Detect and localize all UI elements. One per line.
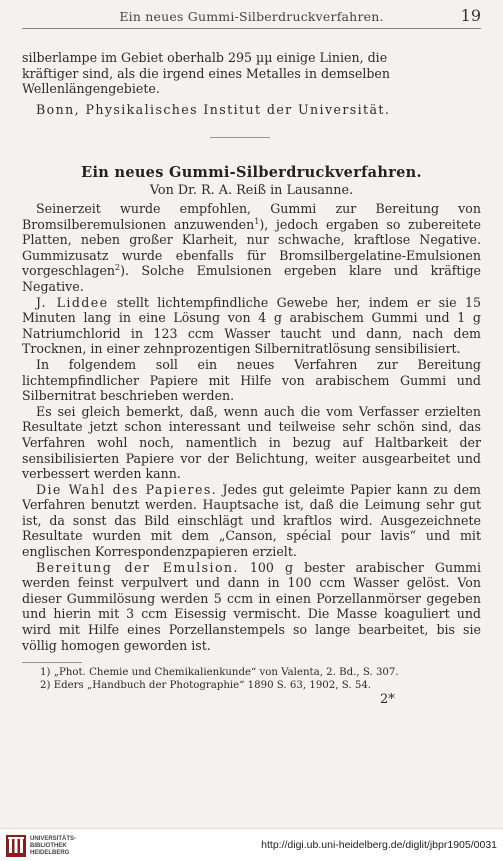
paragraph: Die Wahl des Papieres. Jedes gut geleimte Papier kann zu dem Verfahren benutzt werden. Hauptsache ist, daß die Leimung sehr gut ist, da sonst das Bild einschlägt und kraftlos wird. Ausgezeichnete Resultate wurden mit dem „Canson, spécial pour lavis“ und mit englischen Korrespondenzpapieren erzielt.: [22, 481, 481, 560]
source-url-link[interactable]: http://digi.ub.uni-heidelberg.de/diglit/jbpr1905/0031: [261, 839, 497, 851]
paragraph: In folgendem soll ein neues Verfahren zur Bereitung lichtempfindlicher Papiere mit Hilfe von arabischem Gummi und Silbernitrat beschrieben werden.: [22, 356, 481, 404]
paragraph: J. Liddee stellt lichtempfindliche Gewebe her, indem er sie 15 Minuten lang in eine Lösung von 4 g arabischem Gummi und 1 g Natriumchlorid in 123 ccm Wasser taucht und dann, nach dem Trocknen, in einer zehnprozentigen Silbernitratlösung sensibilisiert.: [22, 294, 481, 357]
footnote: 2) Eders „Handbuch der Photographie“ 1890 S. 63, 1902, S. 54.: [40, 680, 372, 692]
previous-article-end: [22, 50, 481, 117]
section-divider: [210, 137, 270, 138]
paragraph: Bereitung der Emulsion. 100 g bester arabischer Gummi werden feinst verpulvert und dann in 100 ccm Wasser gelöst. Von dieser Gummilösung werden 5 ccm in einen Porzellanmörser gegeben und hierin mit 3 ccm Eisessig vermischt. Die Masse koaguliert und wird mit Hilfe eines Porzellanstempels so lange bearbeitet, bis sie völlig homogen geworden ist.: [22, 559, 481, 653]
page-number: 19: [460, 6, 481, 25]
signature-mark: 2*: [380, 692, 395, 707]
paragraph: Seinerzeit wurde empfohlen, Gummi zur Bereitung von Bromsilberemulsionen anzuwenden$^1$), jedoch ergaben so zubereitete Platten, neben großer Klarheit, nur schwache, kraftlose Negative. Gummizusatz wurde ebenfalls für Bromsilbergelatine-Emulsionen vorgeschlagen$^2$). Solche Emulsionen ergeben klare und kräftige Negative.: [22, 201, 481, 294]
running-title: Ein neues Gummi-Silberdruckverfahren.: [119, 9, 384, 24]
signoff: Bonn, Physikalisches Institut der Universität.: [36, 101, 391, 117]
footer-bar: [0, 828, 503, 861]
text-line: kräftiger sind, als die irgend eines Metalles in demselben: [22, 65, 390, 81]
running-head: [22, 6, 481, 29]
article-title: Ein neues Gummi-Silberdruckverfahren.: [81, 164, 422, 181]
footnote-ref[interactable]: 1: [254, 216, 260, 226]
library-logo-icon[interactable]: [6, 835, 26, 857]
footnotes: [40, 666, 470, 693]
text-line: Wellenlängengebiete.: [22, 81, 160, 97]
article-body: [22, 201, 481, 653]
paragraph: Es sei gleich bemerkt, daß, wenn auch die vom Verfasser erzielten Resultate jetzt schon interessant und teilweise sehr schön sind, das Verfahren wohl noch, namentlich in bezug auf Haltbarkeit der sensibilisierten Papiere vor der Belichtung, weiter ausgearbeitet und verbessert werden kann.: [22, 403, 481, 482]
footnote-rule: [22, 662, 82, 663]
text-line: silberlampe im Gebiet oberhalb 295 µµ einige Linien, die: [22, 50, 388, 65]
library-name: UNIVERSITÄTS- BIBLIOTHEK HEIDELBERG: [30, 836, 77, 856]
footnote: 1) „Phot. Chemie und Chemikalienkunde“ von Valenta, 2. Bd., S. 307.: [40, 667, 399, 678]
footnote-ref[interactable]: 2: [115, 263, 121, 273]
article-author: Von Dr. R. A. Reiß in Lausanne.: [149, 183, 354, 198]
